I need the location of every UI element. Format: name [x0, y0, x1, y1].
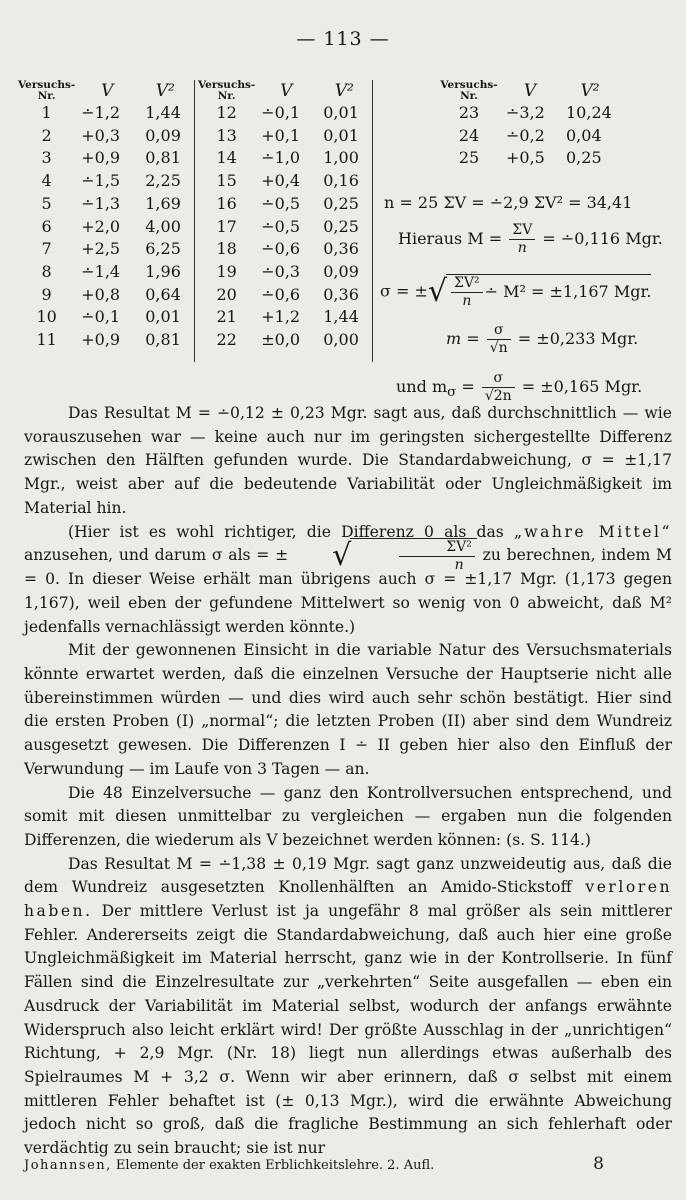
value-v: ∸0,5 [261, 193, 301, 213]
row-number: 1 [41, 103, 52, 122]
row-number: 3 [41, 148, 52, 168]
value-v2: 0,25 [323, 216, 359, 236]
row-number: 21 [216, 307, 237, 327]
value-v: +1,2 [261, 307, 301, 327]
value-v: ∸0,1 [81, 307, 121, 327]
row-number: 11 [36, 330, 57, 350]
paragraph: Das Resultat M = ∸1,38 ± 0,19 Mgr. sagt ganz unzweideutig aus, daß die dem Wundreiz ausgesetzten Knollenhälften an Amido-Stickstoff verloren haben. Der mittlere Verlust ist ja ungefähr 8 mal größer als sein mittlerer Fehler. Andererseits zeigt die Standardabweichung, daß auch hier eine große Ungleichmäßigkeit im Material herrscht, ganz wie in der Kontrollserie. In fünf Fällen sind die Einzelresultate zur „verkehrten“ Seite ausgefallen — eben ein Ausdruck der Variabilität im Material selbst, wodurch der anfangs erwähnte Widerspruch also leicht erklärt wird! Der größte Ausschlag in der „unrichtigen“ Richtung, + 2,9 Mgr. (Nr. 18) liegt nun allerdings etwas außerhalb des Spielraumes M + 3,2 σ. Wenn wir aber erinnern, daß σ selbst mit einem mittleren Fehler behaftet ist (± 0,13 Mgr.), wird die erwähnte Abweichung jedoch nicht so groß, daß die fragliche Bestimmung an sich fehlerhaft oder verdächtig zu sein braucht; sie ist nur [24, 854, 672, 1158]
value-v2: 0,09 [323, 261, 359, 281]
table-row [18, 193, 191, 216]
paragraph: (Hier ist es wohl richtiger, die Differenz 0 als das „wahre Mittel“ anzusehen, und darum σ als = ± √ $\frac{\text{ΣV²}}{n}$ zu berechnen, indem M = 0. In dieser Weise erhält man übrigens auch σ = ±1,17 Mgr. (1,173 gegen 1,167), weil eben der gefundene Mittelwert so wenig von 0 abweicht, daß M² jedenfalls vernachlässigt werden könnte.) [24, 522, 672, 636]
row-number: 23 [458, 103, 480, 122]
value-v2: 0,01 [323, 125, 359, 145]
table-row [18, 238, 191, 261]
table-row [18, 284, 191, 307]
value-v2: 0,04 [566, 125, 602, 145]
value-v: ∸1,3 [81, 193, 121, 213]
value-v: +0,9 [81, 148, 121, 168]
value-v: ∸0,6 [261, 284, 301, 304]
mean-error-formula: m = $\frac{\sigma}{√n}$ = ±0,233 Mgr. [446, 322, 639, 356]
row-number: 12 [216, 103, 237, 122]
value-v2: 0,16 [323, 171, 359, 191]
row-number: 18 [216, 239, 237, 259]
value-v2: 0,09 [145, 125, 181, 145]
table-row [198, 306, 371, 329]
row-number: 17 [216, 216, 237, 236]
table-row [18, 102, 191, 125]
table-row [198, 147, 371, 170]
row-number: 13 [216, 125, 237, 145]
value-v: ∸1,0 [261, 148, 301, 168]
table-row [18, 216, 191, 239]
table-row [18, 125, 191, 148]
value-v2: 10,24 [566, 103, 612, 122]
signature-mark: 8 [593, 1154, 604, 1174]
row-number: 5 [41, 193, 52, 213]
row-number: 2 [41, 125, 52, 145]
column-header-nr: Versuchs- Nr. [440, 79, 498, 102]
value-v2: 0,00 [323, 330, 359, 350]
page-footer: Johannsen, Elemente der exakten Erblichkeitslehre. 2. Aufl. 8 [24, 1154, 604, 1174]
row-number: 7 [41, 239, 52, 259]
value-v: +2,5 [81, 239, 121, 259]
paragraph: Die 48 Einzelversuche — ganz den Kontrollversuchen entsprechend, und somit mit diesen unmittelbar zu vergleichen — ergaben nun die folgenden Differenzen, die wiederum als V bezeichnet werden können: (s. S. 114.) [24, 783, 672, 849]
mean-formula: Hieraus M = $\frac{\Sigma V}{n}$ = ∸0,116 Mgr. [398, 222, 663, 256]
value-v: ∸0,2 [506, 125, 545, 145]
value-v2: 0,36 [323, 239, 359, 259]
value-v2: 0,36 [323, 284, 359, 304]
table-row [198, 102, 371, 125]
table-row [18, 329, 191, 352]
paragraph: Das Resultat M = ∸0,12 ± 0,23 Mgr. sagt aus, daß durchschnittlich — wie vorauszusehen war — keine auch nur im geringsten sichergestellte Differenz zwischen den Hälften gefunden wurde. Die Standardabweichung, σ = ±1,17 Mgr., weist aber auf die bedeutende Variabilität oder Ungleichmäßigkeit im Material hin. [24, 404, 672, 517]
value-v: ∸0,6 [261, 239, 301, 259]
value-v: +0,5 [506, 148, 545, 168]
value-v2: 0,01 [145, 307, 181, 327]
value-v2: 0,25 [566, 148, 602, 168]
row-number: 22 [216, 330, 237, 350]
column-header-v: V [280, 81, 293, 101]
paragraph: Mit der gewonnenen Einsicht in die variable Natur des Versuchsmaterials könnte erwartet werden, daß die einzelnen Versuche der Hauptserie nicht alle übereinstimmen würden — und dies wird auch sehr schön bestätigt. Hier sind die ersten Proben (I) „normal“; die letzten Proben (II) aber sind dem Wundreiz ausgesetzt gewesen. Die Differenzen I ∸ II geben hier also den Einfluß der Verwundung — im Laufe von 3 Tagen — an. [24, 641, 672, 778]
row-number: 20 [216, 284, 237, 304]
row-number: 10 [36, 307, 57, 327]
row-number: 25 [458, 148, 480, 168]
value-v2: 0,81 [145, 330, 181, 350]
value-v: ∸0,5 [261, 216, 301, 236]
table-row [18, 306, 191, 329]
value-v: +0,4 [261, 171, 301, 191]
value-v2: 1,96 [145, 261, 181, 281]
value-v2: 1,69 [145, 193, 181, 213]
value-v2: 2,25 [145, 171, 181, 191]
row-number: 4 [41, 171, 52, 191]
row-number: 24 [458, 125, 480, 145]
row-number: 14 [216, 148, 237, 168]
row-number: 8 [41, 261, 52, 281]
column-header-nr: Versuchs- Nr. [18, 79, 76, 102]
value-v2: 0,64 [145, 284, 181, 304]
value-v2: 6,25 [145, 239, 181, 259]
value-v: ∸1,2 [81, 103, 121, 122]
value-v: ∸0,3 [261, 261, 301, 281]
row-number: 15 [216, 171, 237, 191]
table-row [198, 284, 371, 307]
table-row [198, 193, 371, 216]
value-v: ∸1,5 [81, 171, 121, 191]
row-number: 6 [41, 216, 52, 236]
data-table-2 [198, 80, 371, 352]
page-number: — 113 — [296, 28, 390, 50]
sums-line: n = 25 ΣV = ∸2,9 ΣV² = 34,41 [384, 193, 633, 212]
column-header-v: V [523, 81, 537, 101]
column-header-v2: V² [334, 81, 354, 101]
table-row [198, 216, 371, 239]
value-v: ∸0,1 [261, 103, 301, 122]
value-v: +0,1 [261, 125, 301, 145]
table-row [198, 329, 371, 352]
value-v2: 0,81 [145, 148, 181, 168]
value-v2: 0,01 [323, 103, 359, 122]
data-table-3 [438, 80, 620, 170]
column-header-nr: Versuchs- Nr. [198, 79, 256, 102]
table-row [18, 261, 191, 284]
sigma-error-formula: und $m_\sigma$ = $\frac{\sigma}{√2n}$ = ±0,165 Mgr. [396, 370, 643, 404]
value-v: +0,8 [81, 284, 121, 304]
column-divider [194, 80, 195, 362]
table-row [438, 125, 620, 148]
value-v2: 4,00 [145, 216, 181, 236]
column-header-v2: V² [155, 81, 175, 101]
value-v: ∸3,2 [506, 103, 545, 122]
table-row [198, 261, 371, 284]
value-v2: 1,44 [323, 307, 359, 327]
column-header-v: V [101, 81, 114, 101]
value-v: ∸1,4 [81, 261, 121, 281]
column-divider [372, 80, 373, 362]
row-number: 9 [41, 284, 52, 304]
table-row [198, 238, 371, 261]
table-row [438, 102, 620, 125]
value-v2: 1,00 [323, 148, 359, 168]
body-text [24, 402, 672, 1161]
table-row [18, 170, 191, 193]
table-row [198, 170, 371, 193]
sigma-formula: σ = ±√ $\frac{\text{ΣV²}}{n}$ ∸ M² = ±1,167 Mgr. [380, 274, 652, 309]
value-v: ±0,0 [261, 330, 301, 350]
value-v2: 1,44 [145, 103, 181, 122]
row-number: 19 [216, 261, 237, 281]
row-number: 16 [216, 193, 237, 213]
value-v: +0,3 [81, 125, 121, 145]
table-row [18, 147, 191, 170]
value-v: +2,0 [81, 216, 121, 236]
table-row [438, 147, 620, 170]
value-v2: 0,25 [323, 193, 359, 213]
column-header-v2: V² [580, 81, 600, 101]
table-row [198, 125, 371, 148]
data-table-1 [18, 80, 191, 352]
value-v: +0,9 [81, 330, 121, 350]
